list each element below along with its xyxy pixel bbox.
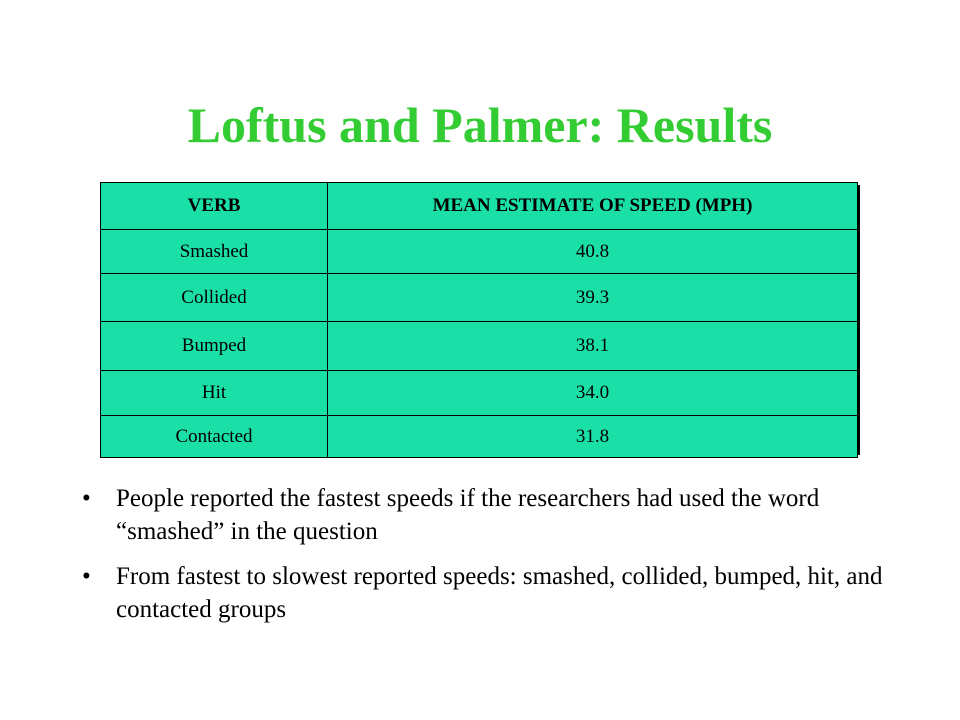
table-row (101, 322, 858, 371)
results-table-container (100, 182, 857, 452)
table-row (101, 416, 858, 458)
table-row (101, 230, 858, 274)
table-row (101, 371, 858, 416)
results-table (100, 182, 858, 458)
bullet-item (82, 560, 902, 626)
slide-title: Loftus and Palmer: Results (187, 97, 773, 153)
speed-cell: 40.8 (328, 230, 858, 274)
speed-cell: 31.8 (328, 416, 858, 458)
verb-cell: Smashed (101, 230, 328, 274)
bullet-text: From fastest to slowest reported speeds: smashed, collided, bumped, hit, and contacted groups (116, 563, 883, 623)
header-verb: VERB (101, 183, 328, 230)
bullet-list (82, 482, 902, 638)
bullet-item (82, 482, 902, 548)
header-mean-speed: MEAN ESTIMATE OF SPEED (MPH) (328, 183, 858, 230)
verb-cell: Hit (101, 371, 328, 416)
speed-cell: 38.1 (328, 322, 858, 371)
verb-cell: Bumped (101, 322, 328, 371)
verb-cell: Contacted (101, 416, 328, 458)
bullet-text: People reported the fastest speeds if the researchers had used the word “smashed” in the question (116, 485, 820, 545)
table-row (101, 274, 858, 322)
speed-cell: 34.0 (328, 371, 858, 416)
table-header-row (101, 183, 858, 230)
speed-cell: 39.3 (328, 274, 858, 322)
bullet-marker: • (82, 563, 91, 590)
bullet-marker: • (82, 485, 91, 512)
verb-cell: Collided (101, 274, 328, 322)
